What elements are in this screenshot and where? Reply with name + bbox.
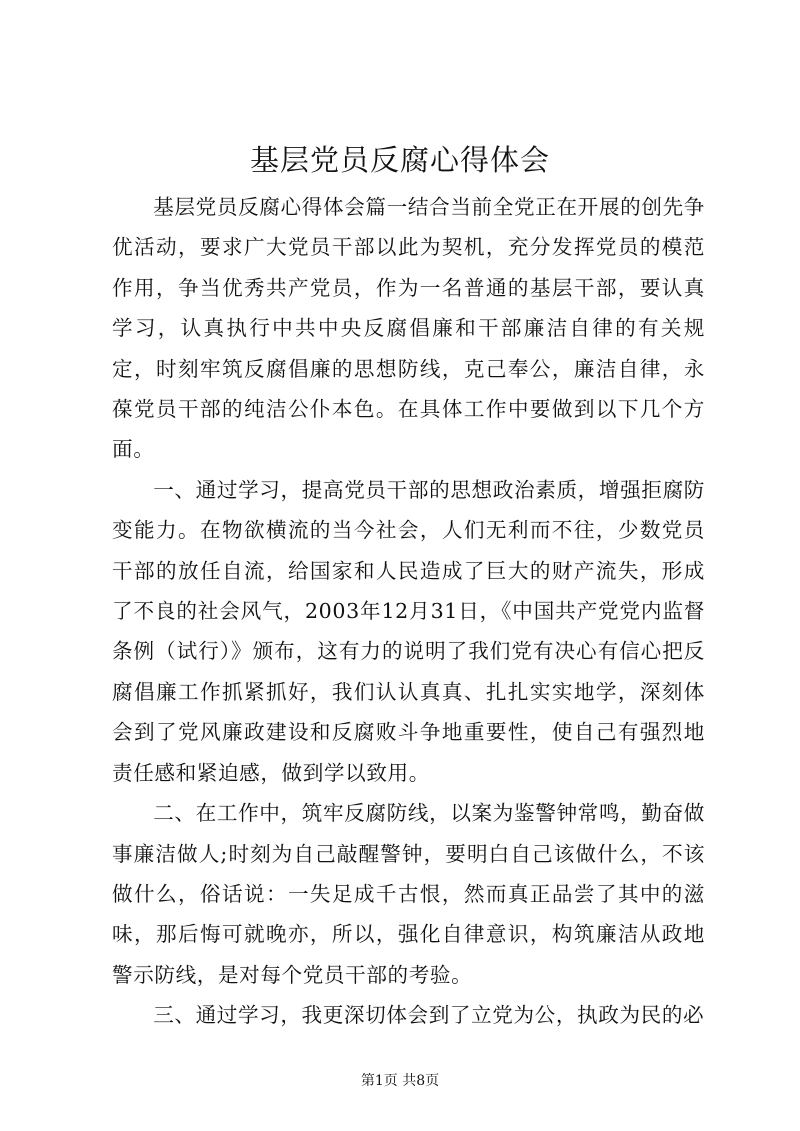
document-body bbox=[112, 187, 705, 1036]
page-footer: 第1页 共8页 bbox=[360, 1073, 440, 1089]
paragraph-intro: 基层党员反腐心得体会篇一结合当前全党正在开展的创先争优活动，要求广大党员干部以此为契机，充分发挥党员的模范作用，争当优秀共产党员，作为一名普通的基层干部，要认真学习，认真执行中共中央反腐倡廉和干部廉洁自律的有关规定，时刻牢筑反腐倡廉的思想防线，克己奉公，廉洁自律，永葆党员干部的纯洁公仆本色。在具体工作中要做到以下几个方面。 bbox=[112, 195, 705, 462]
paragraph-point-one: 一、通过学习，提高党员干部的思想政治素质，增强拒腐防变能力。在物欲横流的当今社会，人们无利而不往，少数党员干部的放任自流，给国家和人民造成了巨大的财产流失，形成了不良的社会风气，2003年12月31日，《中国共产党党内监督条例（试行）》颁布，这有力的说明了我们党有决心有信心把反腐倡廉工作抓紧抓好，我们认认真真、扎扎实实地学，深刻体会到了党风廉政建设和反腐败斗争地重要性，使自己有强烈地责任感和紧迫感，做到学以致用。 bbox=[112, 477, 705, 785]
document-title: 基层党员反腐心得体会 bbox=[249, 143, 550, 177]
paragraph-point-two: 二、在工作中，筑牢反腐防线，以案为鉴警钟常鸣，勤奋做事廉洁做人;时刻为自己敲醒警钟，要明白自己该做什么，不该做什么，俗话说：一失足成千古恨，然而真正品尝了其中的滋味，那后悔可就晚亦，所以，强化自律意识，构筑廉洁从政地警示防线，是对每个党员干部的考验。 bbox=[112, 801, 705, 987]
paragraph-point-three: 三、通过学习，我更深切体会到了立党为公，执政为民的必 bbox=[153, 1003, 705, 1028]
